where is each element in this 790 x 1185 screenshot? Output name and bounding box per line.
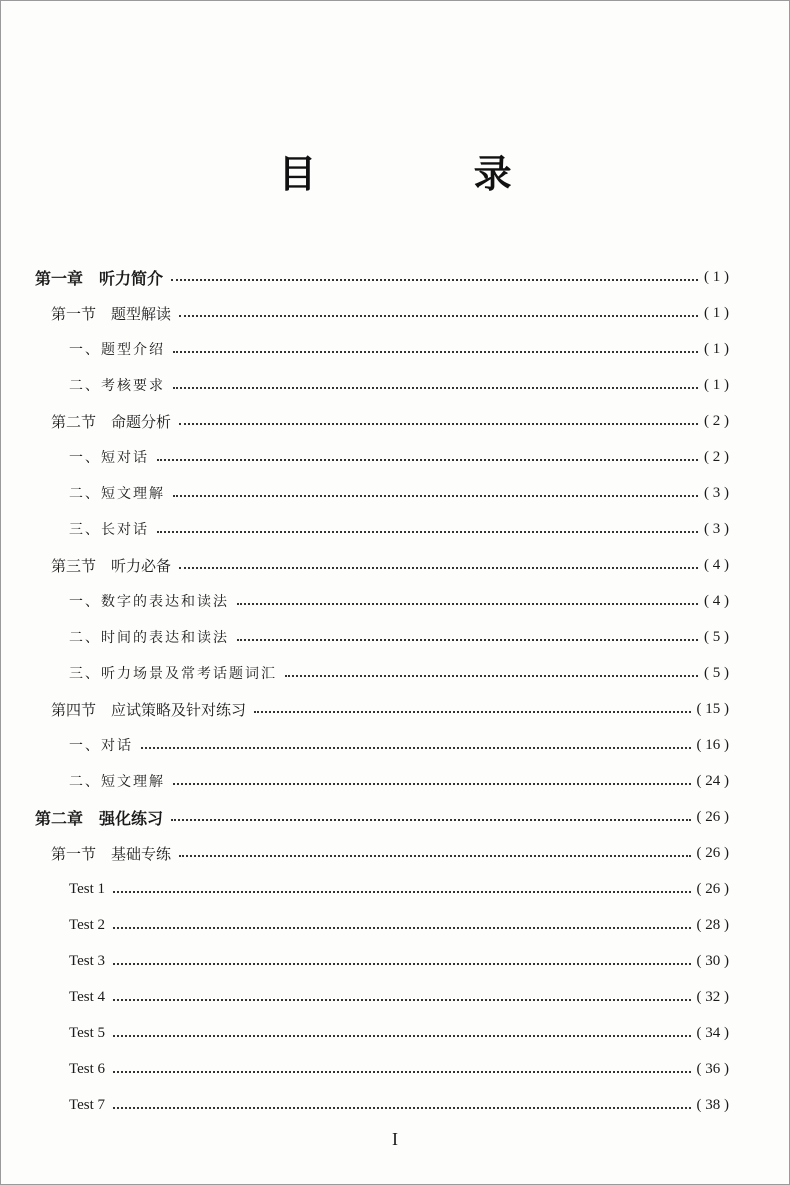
toc-entry-label: Test 3 xyxy=(69,952,106,969)
toc-entry-page-number: ( 5 ) xyxy=(704,664,729,681)
toc-entry-page-number: ( 36 ) xyxy=(696,1060,729,1077)
toc-entry-page-number: ( 1 ) xyxy=(704,376,729,393)
dot-leader xyxy=(113,999,690,1001)
toc-entry-page-number: ( 3 ) xyxy=(704,520,729,537)
toc-entry-page-number: ( 30 ) xyxy=(696,952,729,969)
toc-entry-label: 二、短文理解 xyxy=(69,486,165,502)
toc-entry-page-number: ( 2 ) xyxy=(704,448,729,465)
toc-entry-label: Test 5 xyxy=(69,1024,106,1041)
toc-item-entry xyxy=(69,583,729,619)
toc-test-entry xyxy=(69,1015,729,1051)
dot-leader xyxy=(254,711,690,713)
toc-chapter-entry xyxy=(35,259,729,295)
toc-entry-page-number: ( 26 ) xyxy=(696,844,729,861)
toc-entry-label: 三、长对话 xyxy=(69,522,149,538)
dot-leader xyxy=(173,495,698,497)
toc-section-entry xyxy=(51,295,729,331)
toc-item-entry xyxy=(69,763,729,799)
toc-entry-page-number: ( 16 ) xyxy=(696,736,729,753)
page-title: 目 录 xyxy=(278,152,584,196)
dot-leader xyxy=(157,459,698,461)
dot-leader xyxy=(179,423,698,425)
toc-item-entry xyxy=(69,367,729,403)
toc-entry-label: 一、短对话 xyxy=(69,450,149,466)
toc-item-entry xyxy=(69,727,729,763)
dot-leader xyxy=(285,675,698,677)
toc-entry-page-number: ( 4 ) xyxy=(704,556,729,573)
dot-leader xyxy=(113,1035,690,1037)
toc-entry-page-number: ( 5 ) xyxy=(704,628,729,645)
dot-leader xyxy=(113,1107,690,1109)
toc-entry-page-number: ( 15 ) xyxy=(696,700,729,717)
toc-chapter-entry xyxy=(35,799,729,835)
dot-leader xyxy=(179,567,698,569)
toc-entry-label: Test 1 xyxy=(69,880,106,897)
toc-entry-page-number: ( 34 ) xyxy=(696,1024,729,1041)
dot-leader xyxy=(173,783,691,785)
toc-item-entry xyxy=(69,511,729,547)
toc-entry-label: 三、听力场景及常考话题词汇 xyxy=(69,666,277,682)
toc-section-entry xyxy=(51,691,729,727)
toc-item-entry xyxy=(69,655,729,691)
toc-entry-page-number: ( 1 ) xyxy=(704,268,729,285)
toc-item-entry xyxy=(69,619,729,655)
toc-entry-page-number: ( 26 ) xyxy=(696,808,729,825)
toc-entry-page-number: ( 24 ) xyxy=(696,772,729,789)
toc-entry-page-number: ( 26 ) xyxy=(696,880,729,897)
toc-entry-label: Test 2 xyxy=(69,916,106,933)
toc-entry-label: 第二节 命题分析 xyxy=(51,412,172,431)
dot-leader xyxy=(113,963,690,965)
toc-entry-page-number: ( 32 ) xyxy=(696,988,729,1005)
toc-entry-label: 第一章 听力简介 xyxy=(35,268,164,288)
dot-leader xyxy=(141,747,691,749)
dot-leader xyxy=(179,855,690,857)
dot-leader xyxy=(171,279,698,281)
toc-entry-label: Test 7 xyxy=(69,1096,106,1113)
dot-leader xyxy=(113,1071,690,1073)
dot-leader xyxy=(237,603,698,605)
toc-test-entry xyxy=(69,979,729,1015)
dot-leader xyxy=(179,315,698,317)
toc-entry-page-number: ( 1 ) xyxy=(704,304,729,321)
toc-entry-label: Test 6 xyxy=(69,1060,106,1077)
toc-entry-page-number: ( 2 ) xyxy=(704,412,729,429)
toc-entry-page-number: ( 4 ) xyxy=(704,592,729,609)
toc-test-entry xyxy=(69,1051,729,1087)
toc-entry-label: 第三节 听力必备 xyxy=(51,556,172,575)
dot-leader xyxy=(113,891,690,893)
toc-entry-label: 一、题型介绍 xyxy=(69,342,165,358)
toc-test-entry xyxy=(69,943,729,979)
toc-item-entry xyxy=(69,475,729,511)
toc-item-entry xyxy=(69,331,729,367)
toc-section-entry xyxy=(51,835,729,871)
toc-entry-label: 二、时间的表达和读法 xyxy=(69,630,229,646)
toc-entry-label: 第四节 应试策略及针对练习 xyxy=(51,700,247,719)
toc-entry-label: 第一节 基础专练 xyxy=(51,844,172,863)
toc-section-entry xyxy=(51,547,729,583)
toc-entry-label: 一、数字的表达和读法 xyxy=(69,594,229,610)
dot-leader xyxy=(157,531,698,533)
toc-section-entry xyxy=(51,403,729,439)
toc-entry-label: 第一节 题型解读 xyxy=(51,304,172,323)
toc-entry-page-number: ( 38 ) xyxy=(696,1096,729,1113)
dot-leader xyxy=(171,819,690,821)
toc-entry-label: 二、考核要求 xyxy=(69,378,165,394)
page-number-footer: I xyxy=(392,1129,398,1149)
toc-entry-label: 一、对话 xyxy=(69,738,133,754)
dot-leader xyxy=(173,387,698,389)
toc-entry-label: Test 4 xyxy=(69,988,106,1005)
toc-item-entry xyxy=(69,439,729,475)
toc-test-entry xyxy=(69,1087,729,1123)
toc-entry-page-number: ( 28 ) xyxy=(696,916,729,933)
toc-entry-page-number: ( 1 ) xyxy=(704,340,729,357)
dot-leader xyxy=(237,639,698,641)
dot-leader xyxy=(113,927,690,929)
toc-entry-label: 二、短文理解 xyxy=(69,774,165,790)
toc-entry-page-number: ( 3 ) xyxy=(704,484,729,501)
dot-leader xyxy=(173,351,698,353)
toc-entry-label: 第二章 强化练习 xyxy=(35,808,164,828)
toc-test-entry xyxy=(69,907,729,943)
toc-test-entry xyxy=(69,871,729,907)
